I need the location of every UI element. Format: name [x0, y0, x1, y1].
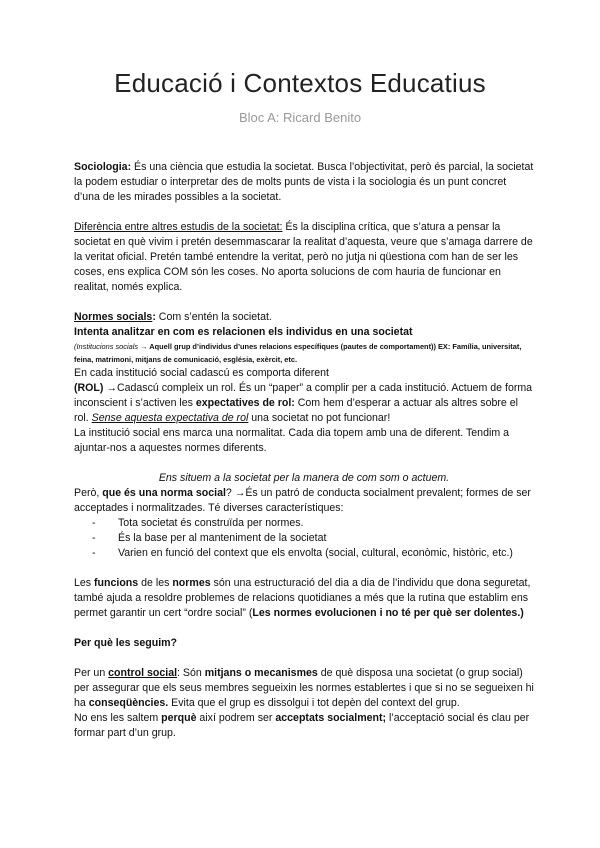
perque-t3: de què disposa una societat (o grup social) per assegurar que els seus membres segueixin les normes establertes i que si no se segueixen hi ha	[74, 667, 534, 709]
diferencia-text: És la disciplina crítica, que s’atura a pensar la societat en què vivim i pretén desemmascarar la realitat d’aquesta, veure que s’amaga darrere de la veritat oficial. Pretén també entendre la veritat, però no jutja ni qüestiona com han de ser les coses, ens explica COM són les coses. No aporta solucions de com hauria de funcionar en realitat, només explica.	[74, 221, 533, 293]
paragraph-diferencia	[74, 220, 534, 295]
list-item: - Tota societat és construïda per normes.	[118, 516, 534, 531]
paragraph-rol	[74, 381, 534, 426]
paragraph-norma-social	[74, 486, 534, 516]
funcions-t2: de les	[138, 577, 173, 589]
paragraph-sociologia	[74, 160, 534, 205]
perque-t2: : Són	[177, 667, 205, 679]
normes-intro: Com s’entén la societat.	[155, 311, 272, 323]
rol-text-3: una societat no pot funcionar!	[248, 412, 391, 424]
perque-t6: així podrem ser	[196, 712, 276, 724]
rol-text-1: →Cadascú compleix un rol. És un “paper” a complir per a cada institució. Actuem de forma inconscient i s’activen les	[74, 382, 533, 409]
norma-q-pre: Però,	[74, 487, 103, 499]
document-title: Educació i Contextos Educatius	[114, 68, 486, 98]
normes-bold-text: Intenta analitzar en com es relacionen els individus en una societat	[74, 326, 413, 338]
rol-text-2: Com hem d’esperar a actuar als altres sobre el rol.	[74, 397, 518, 424]
rol-bold: expectatives de rol:	[195, 397, 295, 409]
perque-mitjans: mitjans o mecanismes	[204, 667, 318, 679]
funcions-b1: funcions	[94, 577, 139, 589]
perque-heading: Per què les seguim?	[74, 637, 178, 649]
caracteristiques-list	[74, 516, 534, 561]
paragraph-control-social	[74, 666, 534, 711]
perque-t7: l’acceptació social és clau per formar part d’un grup.	[74, 712, 530, 739]
funcions-t1: Les	[74, 577, 95, 589]
perque-conseq: conseqüències.	[88, 697, 169, 709]
normes-colon: :	[152, 311, 156, 323]
term-control-social: control social	[108, 667, 178, 679]
heading-per-que	[74, 636, 534, 651]
perque-acceptats: acceptats socialment;	[275, 712, 387, 724]
paragraph-acceptacio	[74, 711, 534, 741]
normes-bold-line	[74, 325, 534, 340]
document-subtitle: Bloc A: Ricard Benito	[238, 110, 362, 125]
situem-line: Ens situem a la societat per la manera de com som o actuem.	[158, 472, 450, 484]
document-body	[74, 160, 534, 741]
term-diferencia: Diferència entre altres estudis de la societat:	[74, 221, 283, 233]
term-normes-socials: Normes socials	[74, 311, 153, 323]
funcions-t3: són una estructuració del dia a dia de l’individu que dona seguretat, també ajuda a resoldre problemes de relacions quotidianes a més que la rutina que establim ens permet garantir un cert “ordre social” (	[74, 577, 531, 619]
paragraph-normes-intro	[74, 310, 534, 325]
rol-italic: Sense aquesta expectativa de rol	[91, 412, 249, 424]
perque-t4: Evita que el grup es dissolgui i tot depèn del context del grup.	[168, 697, 460, 709]
perque-t5: No ens les saltem	[74, 712, 162, 724]
term-rol: (ROL)	[74, 382, 104, 394]
funcions-b2: normes	[172, 577, 211, 589]
paragraph-funcions	[74, 576, 534, 621]
sociologia-text: És una ciència que estudia la societat. Busca l’objectivitat, però és parcial, la societat la podem estudiar o interpretar des de molts punts de vista i la sociologia és un punt concret d’una de les mirades possibles a la societat.	[74, 161, 534, 203]
norma-q-bold: que és una norma social	[102, 487, 226, 499]
funcions-b3: Les normes evolucionen i no té per què ser dolentes.)	[252, 607, 524, 619]
institucions-italic: (Institucions socials →	[74, 342, 148, 351]
institucions-note	[74, 340, 534, 366]
institucio-line: En cada institució social cadascú es comporta diferent	[74, 367, 329, 379]
perque-t1: Per un	[74, 667, 109, 679]
list-item: - És la base per al manteniment de la societat	[118, 531, 534, 546]
perque-bold: perquè	[161, 712, 197, 724]
term-sociologia: Sociologia:	[74, 161, 132, 173]
institucions-bold: Aquell grup d’individus d’unes relacions específiques (pautes de comportament)) EX: Família, universitat, feina, matrimoni, mitjans de comunicació, església, exèrcit, etc.	[74, 342, 522, 364]
norma-q-post: ? →És un patró de conducta socialment prevalent; formes de ser acceptades i normalitzades. Té diverses característiques:	[74, 487, 531, 514]
list-item: - Varien en funció del context que els envolta (social, cultural, econòmic, històric, etc.)	[118, 546, 534, 561]
paragraph-normalitat: La institució social ens marca una normalitat. Cada dia topem amb una de diferent. Tendim a ajuntar-nos a aquestes normes diferents.	[74, 427, 509, 454]
